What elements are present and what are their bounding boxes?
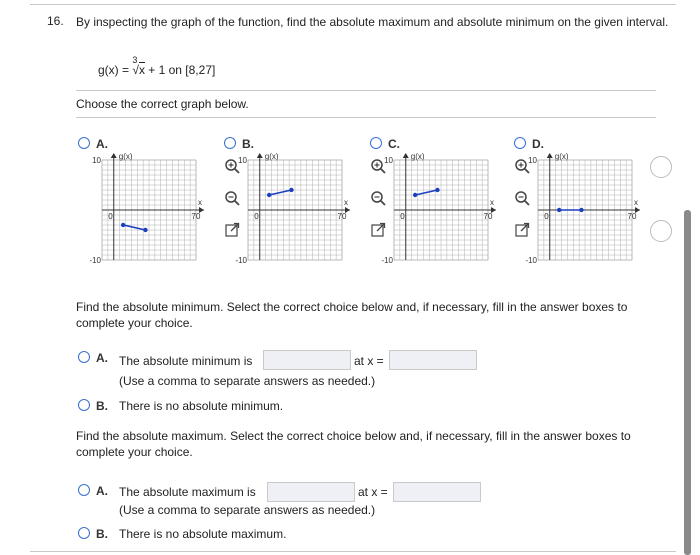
graph-option-letter: D. [532,137,544,151]
max-option-a-letter: A. [96,484,108,498]
y-tick-label: -10 [525,256,537,265]
min-option-b-radio[interactable] [78,399,90,411]
page-scrollbar[interactable] [684,210,691,555]
divider-1 [76,90,656,91]
min-x-input[interactable] [389,350,477,370]
endpoint-marker [267,193,271,197]
max-option-b-radio[interactable] [78,527,90,539]
zoom-in-icon[interactable] [224,158,240,174]
zoom-out-icon[interactable] [224,190,240,206]
endpoint-marker [121,223,125,227]
origin-label: 0 [254,212,259,221]
min-option-b-letter: B. [96,399,108,413]
graph-option-radio[interactable] [224,137,236,149]
zoom-out-icon[interactable] [370,190,386,206]
max-value-input[interactable] [267,482,355,502]
max-option-b-letter: B. [96,527,108,541]
question-text: By inspecting the graph of the function, find the absolute maximum and absolute minimum on the given interval. [76,15,669,29]
zoom-in-icon[interactable] [370,158,386,174]
graph-option-letter: A. [96,137,108,151]
max-hint: (Use a comma to separate answers as needed.) [119,503,376,517]
x-tick-label: 70 [483,212,493,221]
max-option-a-text: The absolute maximum is [119,485,256,499]
expand-icon[interactable] [370,222,386,238]
choose-graph-prompt: Choose the correct graph below. [76,97,249,111]
x-axis-label: x [198,198,202,207]
radical-index: 3 [132,55,138,65]
min-option-a-radio[interactable] [78,351,90,363]
y-axis-arrow [111,153,117,158]
y-tick-label: -10 [381,256,393,265]
endpoint-marker [413,193,417,197]
y-axis-label: g(x) [118,152,133,161]
graph-plot [86,150,206,270]
expand-icon[interactable] [514,222,530,238]
endpoint-marker [289,188,293,192]
top-divider [30,4,676,5]
max-at-x-label: at x = [358,485,388,499]
expand-icon[interactable] [224,222,240,238]
endpoint-marker [579,208,583,212]
origin-label: 0 [544,212,549,221]
function-expression [98,55,216,77]
min-option-a-letter: A. [96,351,108,365]
y-tick-label: 10 [92,156,101,165]
graph-option-radio[interactable] [370,137,382,149]
max-x-input[interactable] [393,482,481,502]
y-tick-label: -10 [235,256,247,265]
graph-plot [378,150,498,270]
zoom-in-icon[interactable] [514,158,530,174]
y-tick-label: 10 [238,156,247,165]
x-axis-label: x [490,198,494,207]
max-option-b-text: There is no absolute maximum. [119,527,287,541]
x-axis-label: x [634,198,638,207]
y-axis-label: g(x) [410,152,425,161]
graph-plot [522,150,642,270]
x-tick-label: 70 [191,212,201,221]
graph-option-radio[interactable] [514,137,526,149]
graph-option-letter: C. [388,137,400,151]
y-axis-label: g(x) [264,152,279,161]
y-tick-label: 10 [528,156,537,165]
min-prompt: Find the absolute minimum. Select the correct choice below and, if necessary, fill in the answer boxes to complete your choice. [76,300,628,330]
y-tick-label: -10 [89,256,101,265]
x-axis-label: x [344,198,348,207]
max-option-a-radio[interactable] [78,484,90,496]
y-axis-label: g(x) [554,152,569,161]
min-option-b-text: There is no absolute minimum. [119,399,284,413]
divider-2 [76,117,656,118]
y-axis-arrow [547,153,553,158]
endpoint-marker [435,188,439,192]
question-number: 16. [47,14,64,28]
min-value-input[interactable] [263,350,351,370]
graph-option-letter: B. [242,137,254,151]
side-scroll-button-bottom[interactable] [650,220,672,242]
graph-option-radio[interactable] [78,137,90,149]
endpoint-marker [143,228,147,232]
radicand: x [138,63,145,77]
min-at-x-label: at x = [354,354,384,368]
function-prefix: g(x) = [98,63,133,77]
graph-plot [232,150,352,270]
min-hint: (Use a comma to separate answers as needed.) [119,374,376,388]
origin-label: 0 [400,212,405,221]
function-suffix: + 1 on [8,27] [144,63,216,77]
max-prompt: Find the absolute maximum. Select the correct choice below and, if necessary, fill in the answer boxes to complete your choice. [76,429,631,459]
y-tick-label: 10 [384,156,393,165]
radical-sign: √ [132,63,139,77]
endpoint-marker [557,208,561,212]
side-scroll-button-top[interactable] [650,156,672,178]
y-axis-arrow [257,153,263,158]
origin-label: 0 [108,212,113,221]
y-axis-arrow [403,153,409,158]
min-option-a-text: The absolute minimum is [119,354,253,368]
zoom-out-icon[interactable] [514,190,530,206]
x-tick-label: 70 [627,212,637,221]
x-tick-label: 70 [337,212,347,221]
bottom-divider [30,551,676,552]
